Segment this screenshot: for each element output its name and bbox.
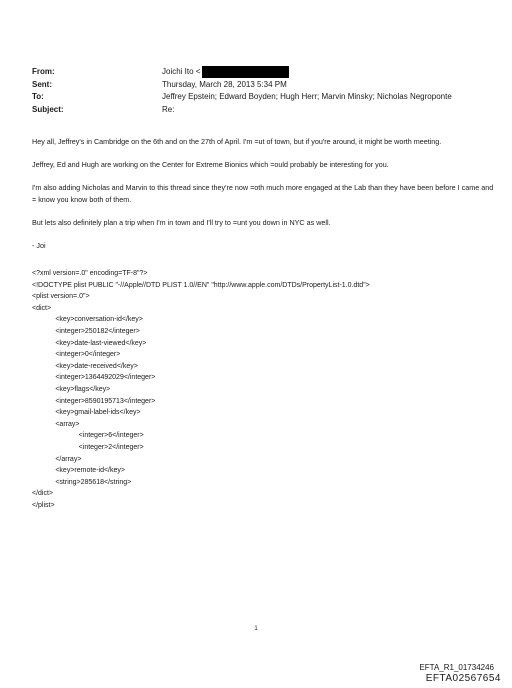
plist-block <box>32 268 497 511</box>
redaction-box <box>202 66 289 78</box>
plist-line: <integer>8590195713</integer> <box>32 397 156 405</box>
plist-line: <array> <box>32 420 80 428</box>
plist-line: <string>285618</string> <box>32 478 132 486</box>
body-paragraph: Jeffrey, Ed and Hugh are working on the Center for Extreme Bionics which =ould probably be interesting for you. <box>32 160 389 170</box>
from-label: From: <box>32 67 55 76</box>
plist-line: <integer>6</integer> <box>32 432 144 440</box>
page-number: 1 <box>254 626 258 632</box>
body-paragraph: But lets also definitely plan a trip when I'm in town and I'll try to =unt you down in NYC as well. <box>32 218 331 228</box>
body-paragraph: Hey all, Jeffrey's in Cambridge on the 6th and on the 27th of April. I'm =ut of town, but if you're around, it might be worth meeting. <box>32 137 442 146</box>
to-label: To: <box>32 92 44 101</box>
plist-line: <key>date-received</key> <box>32 362 138 370</box>
from-value: Joichi Ito < <box>162 67 201 76</box>
sent-row <box>32 79 492 92</box>
plist-line: <?xml version=.0" encoding=TF-8"?> <box>32 270 148 277</box>
sent-label: Sent: <box>32 79 52 89</box>
plist-line: <!DOCTYPE plist PUBLIC "-//Apple//DTD PLIST 1.0//EN" "http://www.apple.com/DTDs/PropertyList-1.0.dtd"> <box>32 281 370 289</box>
sent-value: Thursday, March 28, 2013 5:34 PM <box>162 79 287 89</box>
plist-line: <integer>250182</integer> <box>32 327 140 335</box>
bates-number-primary: EFTA_R1_01734246 <box>419 663 494 672</box>
plist-line: <dict> <box>32 304 52 312</box>
plist-line: <key>flags</key> <box>32 385 111 393</box>
plist-line: <key>remote-id</key> <box>32 467 125 475</box>
bates-number-secondary: EFTA02567654 <box>425 673 501 684</box>
plist-line: </plist> <box>32 501 55 509</box>
plist-line: <key>conversation-id</key> <box>32 316 143 324</box>
plist-line: <key>date-last-viewed</key> <box>32 339 147 347</box>
from-row <box>32 66 492 79</box>
to-value: Jeffrey Epstein; Edward Boyden; Hugh Herr; Marvin Minsky; Nicholas Negroponte <box>162 92 452 101</box>
email-body <box>32 136 497 264</box>
plist-line: <integer>2</integer> <box>32 443 144 451</box>
signature: - Joi <box>32 241 46 251</box>
plist-line: <key>gmail-label-ids</key> <box>32 409 141 417</box>
subject-row <box>32 104 492 117</box>
to-row <box>32 91 492 104</box>
subject-label: Subject: <box>32 104 64 114</box>
subject-value: Re: <box>162 104 175 114</box>
plist-line: <integer>0</integer> <box>32 351 121 359</box>
plist-line: <integer>1364492029</integer> <box>32 374 156 382</box>
plist-line: <plist version=.0"> <box>32 293 90 301</box>
plist-line: </array> <box>32 455 82 463</box>
body-paragraph: I'm also adding Nicholas and Marvin to this thread since they're now =oth much more engaged at the Lab than they have been before I came and = know you know both of them. <box>32 183 494 204</box>
email-header <box>32 66 492 116</box>
plist-line: </dict> <box>32 490 54 498</box>
